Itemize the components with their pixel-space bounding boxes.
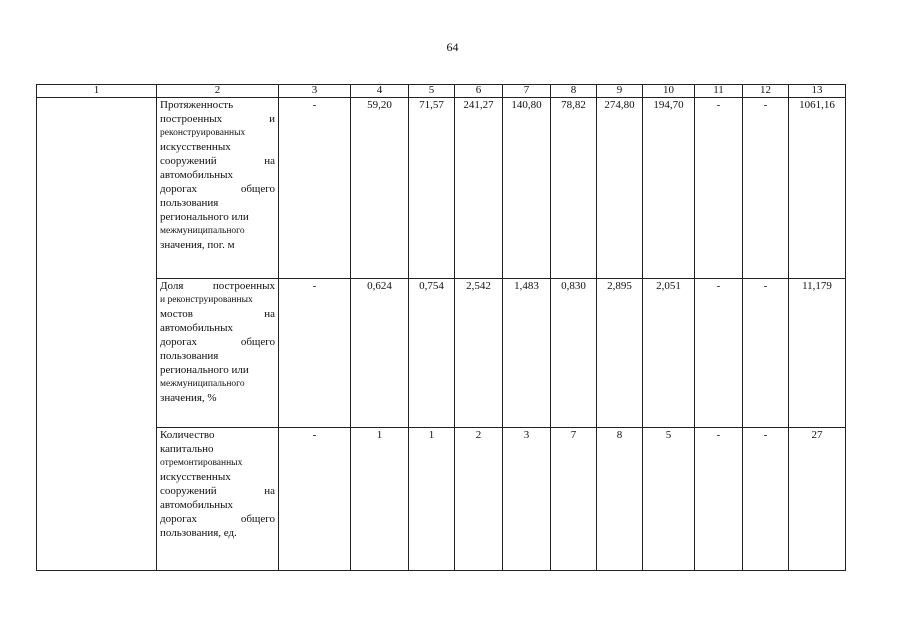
value-cell: 2,051 (643, 279, 695, 428)
value-cell: 0,754 (409, 279, 455, 428)
value-cell: 0,830 (551, 279, 597, 428)
value-cell: - (695, 279, 743, 428)
indicator-label: Доля построенных и реконструированных мостов на автомобильных дорогах общего пользования регионального или межмуниципального значения, % (157, 279, 279, 428)
header-cell: 12 (743, 85, 789, 98)
value-cell: 1,483 (503, 279, 551, 428)
value-cell: - (279, 279, 351, 428)
header-cell: 11 (695, 85, 743, 98)
value-cell: - (695, 428, 743, 571)
value-cell: 3 (503, 428, 551, 571)
indicator-label: Количество капитально отремонтированных искусственных сооружений на автомобильных дорогах общего пользования, ед. (157, 428, 279, 571)
total-cell: 11,179 (789, 279, 846, 428)
table-row (37, 428, 846, 571)
value-cell: 2,542 (455, 279, 503, 428)
header-cell: 4 (351, 85, 409, 98)
value-cell: 71,57 (409, 98, 455, 279)
header-cell: 8 (551, 85, 597, 98)
table-header-row (37, 85, 846, 98)
value-cell: 1 (351, 428, 409, 571)
page-number: 64 (446, 40, 459, 54)
header-cell: 2 (157, 85, 279, 98)
value-cell: 2 (455, 428, 503, 571)
total-cell: 1061,16 (789, 98, 846, 279)
value-cell: 7 (551, 428, 597, 571)
value-cell: 78,82 (551, 98, 597, 279)
header-cell: 3 (279, 85, 351, 98)
header-cell: 1 (37, 85, 157, 98)
value-cell: 140,80 (503, 98, 551, 279)
value-cell: 1 (409, 428, 455, 571)
header-cell: 9 (597, 85, 643, 98)
total-cell: 27 (789, 428, 846, 571)
table-row (37, 98, 846, 279)
value-cell: - (695, 98, 743, 279)
indicators-table (36, 84, 846, 571)
value-cell: - (279, 98, 351, 279)
value-cell: 241,27 (455, 98, 503, 279)
value-cell: 5 (643, 428, 695, 571)
first-column-cell (37, 98, 157, 571)
value-cell: - (743, 98, 789, 279)
value-cell: - (743, 428, 789, 571)
header-cell: 6 (455, 85, 503, 98)
value-cell: - (279, 428, 351, 571)
header-cell: 13 (789, 85, 846, 98)
value-cell: 194,70 (643, 98, 695, 279)
header-cell: 7 (503, 85, 551, 98)
value-cell: - (743, 279, 789, 428)
value-cell: 274,80 (597, 98, 643, 279)
value-cell: 2,895 (597, 279, 643, 428)
header-cell: 10 (643, 85, 695, 98)
indicator-label: Протяженность построенных и реконструированных искусственных сооружений на автомобильных дорогах общего пользования регионального или межмуниципального значения, пог. м (157, 98, 279, 279)
table-row (37, 279, 846, 428)
header-cell: 5 (409, 85, 455, 98)
value-cell: 59,20 (351, 98, 409, 279)
value-cell: 0,624 (351, 279, 409, 428)
value-cell: 8 (597, 428, 643, 571)
